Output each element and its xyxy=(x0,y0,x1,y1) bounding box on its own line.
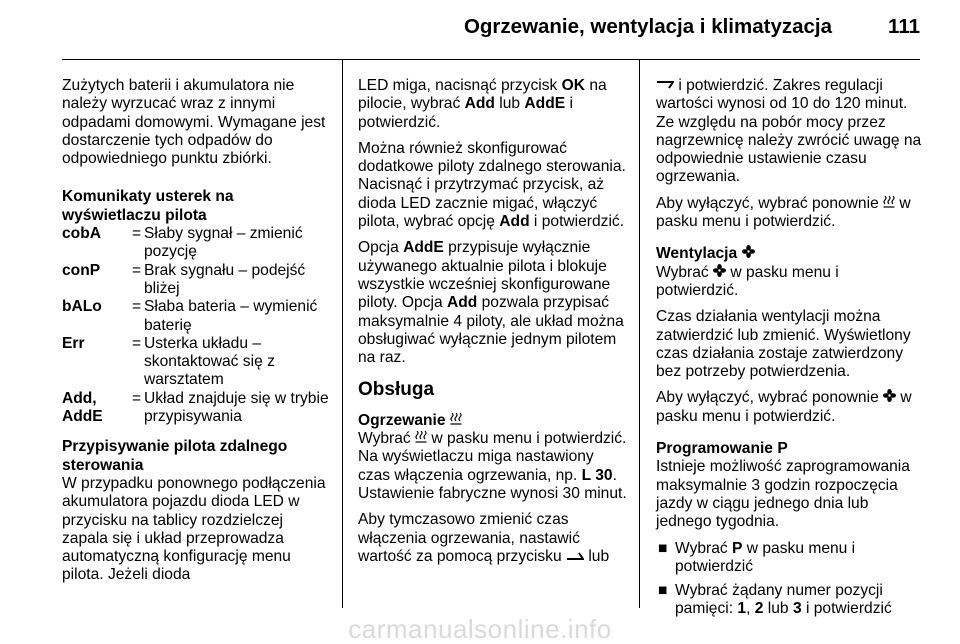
column-1 xyxy=(62,77,332,593)
page-number: 111 xyxy=(888,15,920,38)
heating-icon xyxy=(883,195,895,208)
definition-row: conP = Brak sygnału – podejść bliżej xyxy=(62,261,306,297)
page-header xyxy=(0,0,960,58)
paragraph: Wybrać w pasku menu i potwierdzić. Na wyświetlaczu miga nastawiony czas włączenia ogrzewania, np. L 30. Ustawienie fabryczne wynosi 30 minut. xyxy=(358,430,627,502)
watermark: carmanualsonline.info xyxy=(348,613,612,644)
plus-arrow-icon xyxy=(656,80,674,90)
bullet-icon: ■ xyxy=(658,539,668,557)
page-title: Ogrzewanie, wentylacja i klimatyzacja xyxy=(463,15,832,38)
fan-icon xyxy=(742,245,755,258)
column-2 xyxy=(358,77,630,574)
column-divider xyxy=(639,60,640,608)
column-3 xyxy=(656,77,922,619)
section-heading: Komunikaty usterek na wyświetlaczu pilota xyxy=(62,188,234,224)
definition-row: Err = Usterka układu – skontaktować się z warsztatem xyxy=(62,334,275,389)
subsection-heading: Programowanie P xyxy=(656,440,788,458)
paragraph: Wybrać w pasku menu i potwierdzić. xyxy=(656,263,839,299)
fan-icon xyxy=(713,264,726,277)
paragraph: LED miga, nacisnąć przycisk OK na pilocie, wybrać Add lub AddE i potwierdzić. xyxy=(358,77,607,131)
header-divider xyxy=(62,59,920,60)
heating-icon xyxy=(415,430,427,443)
minus-arrow-icon xyxy=(566,551,584,561)
bullet-icon: ■ xyxy=(658,582,668,600)
error-code-list xyxy=(62,225,332,426)
subsection-heading: Wentylacja xyxy=(656,245,922,263)
paragraph: Aby tymczasowo zmienić czas włączenia ogrzewania, nastawić wartość za pomocą przycisku lub xyxy=(358,511,610,565)
paragraph: Istnieje możliwość zaprogramowania maksymalnie 3 godzin rozpoczęcia jazdy w ciągu jednego dnia lub jednego tygodnia. xyxy=(656,458,910,531)
definition-row: cobA = Słaby sygnał – zmienić pozycję xyxy=(62,225,303,261)
definition-row: bALo = Słaba bateria – wymienić baterię xyxy=(62,298,318,334)
fan-icon xyxy=(883,389,896,402)
paragraph: Aby wyłączyć, wybrać ponownie w pasku menu i potwierdzić. xyxy=(656,194,911,231)
definition-row: Add, AddE = Układ znajduje się w trybie przypisywania xyxy=(62,389,329,426)
paragraph: W przypadku ponownego podłączenia akumulatora pojazdu dioda LED w przycisku na tablicy rozdzielczej zapala się i układ przeprowadza automatyczną konfigurację menu pilota. Jeżeli dioda xyxy=(62,474,326,584)
column-divider xyxy=(342,60,343,608)
section-heading: Przypisywanie pilota zdalnego sterowania xyxy=(62,438,288,474)
section-title: Obsługa xyxy=(358,379,435,401)
paragraph: i potwierdzić. Zakres regulacji wartości wynosi od 10 do 120 minut. Ze względu na pobór mocy przez nagrzewnicę należy zwrócić uwagę na odpowiednie ustawienie czasu ogrzewania. xyxy=(656,77,922,186)
heating-icon xyxy=(450,412,462,425)
list-item: ■ Wybrać P w pasku menu i potwierdzić xyxy=(658,539,856,575)
paragraph: Opcja AddE przypisuje wyłącznie używanego aktualnie pilota i blokuje wszystkie wcześniej skonfigurowane piloty. Opcja Add pozwala przypisać maksymalnie 4 piloty, ale układ można obsługiwać wyłącznie jednym pilotem na raz. xyxy=(358,239,624,367)
paragraph: Aby wyłączyć, wybrać ponownie w pasku menu i potwierdzić. xyxy=(656,389,912,425)
subsection-heading: Ogrzewanie xyxy=(358,412,630,430)
list-item: ■ Wybrać żądany numer pozycji pamięci: 1, 2 lub 3 i potwierdzić xyxy=(658,582,892,618)
paragraph: Można również skonfigurować dodatkowe piloty zdalnego sterowania. Nacisnąć i przytrzymać przycisk, aż dioda LED zacznie migać, włączyć pilota, wybrać opcję Add i potwierdzić. xyxy=(358,139,626,231)
paragraph: Czas działania wentylacji można zatwierdzić lub zmienić. Wyświetlony czas działania zostaje zatwierdzony bez potrzeby potwierdzenia. xyxy=(656,308,911,381)
paragraph: Zużytych baterii i akumulatora nie należy wyrzucać wraz z innymi odpadami domowymi. Wymagane jest dostarczenie tych odpadów do odpowiedniego punktu zbiórki. xyxy=(62,77,326,168)
